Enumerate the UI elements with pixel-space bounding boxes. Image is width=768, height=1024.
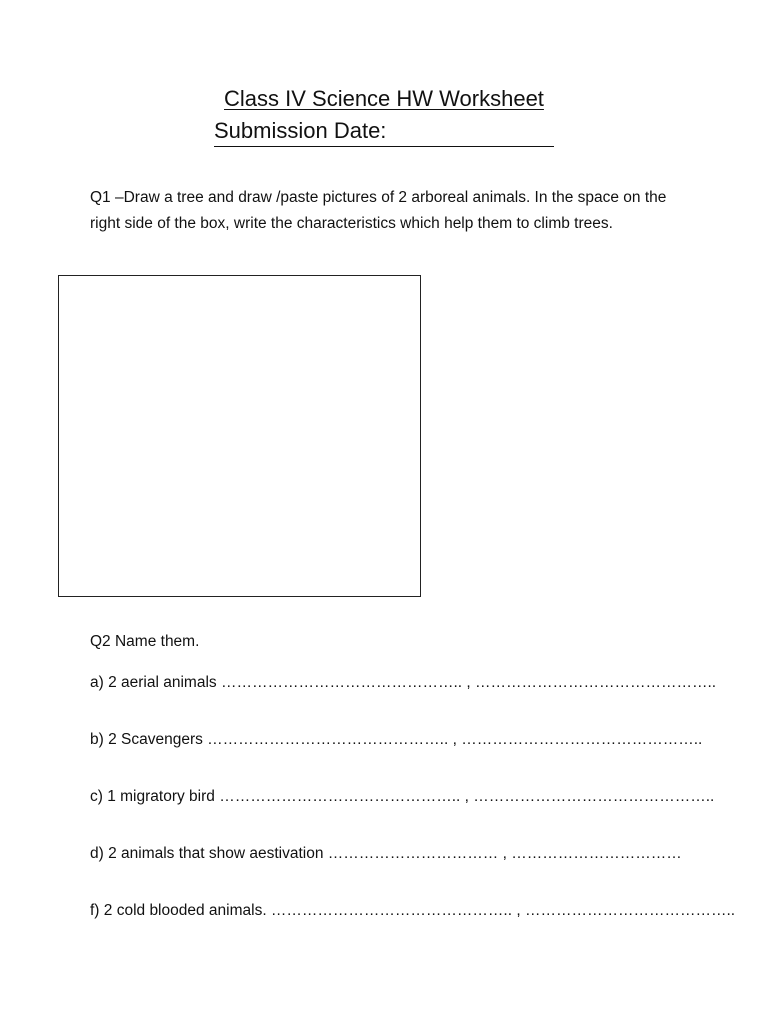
drawing-box (58, 275, 421, 597)
q2-item-cold-blooded: f) 2 cold blooded animals. ……………………………………….. , ………………………………….. (90, 902, 736, 919)
q2-item-aestivation: d) 2 animals that show aestivation …………………………… , …………………………… (90, 845, 682, 862)
question-2-heading: Q2 Name them. (90, 633, 200, 650)
q2-item-aerial-animals: a) 2 aerial animals ……………………………………….. , ……………………………………….. (90, 674, 717, 691)
question-1-text: Q1 –Draw a tree and draw /paste pictures of 2 arboreal animals. In the space on the right side of the box, write the characteristics which help them to climb trees. (90, 189, 667, 232)
q2-item-scavengers: b) 2 Scavengers ……………………………………….. , ……………………………………….. (90, 731, 703, 748)
q2-item-migratory-bird: c) 1 migratory bird ……………………………………….. , ……………………………………….. (90, 788, 715, 805)
submission-date-line (214, 118, 554, 147)
submission-date-label: Submission Date: (214, 118, 387, 143)
worksheet-title: Class IV Science HW Worksheet (224, 86, 544, 111)
